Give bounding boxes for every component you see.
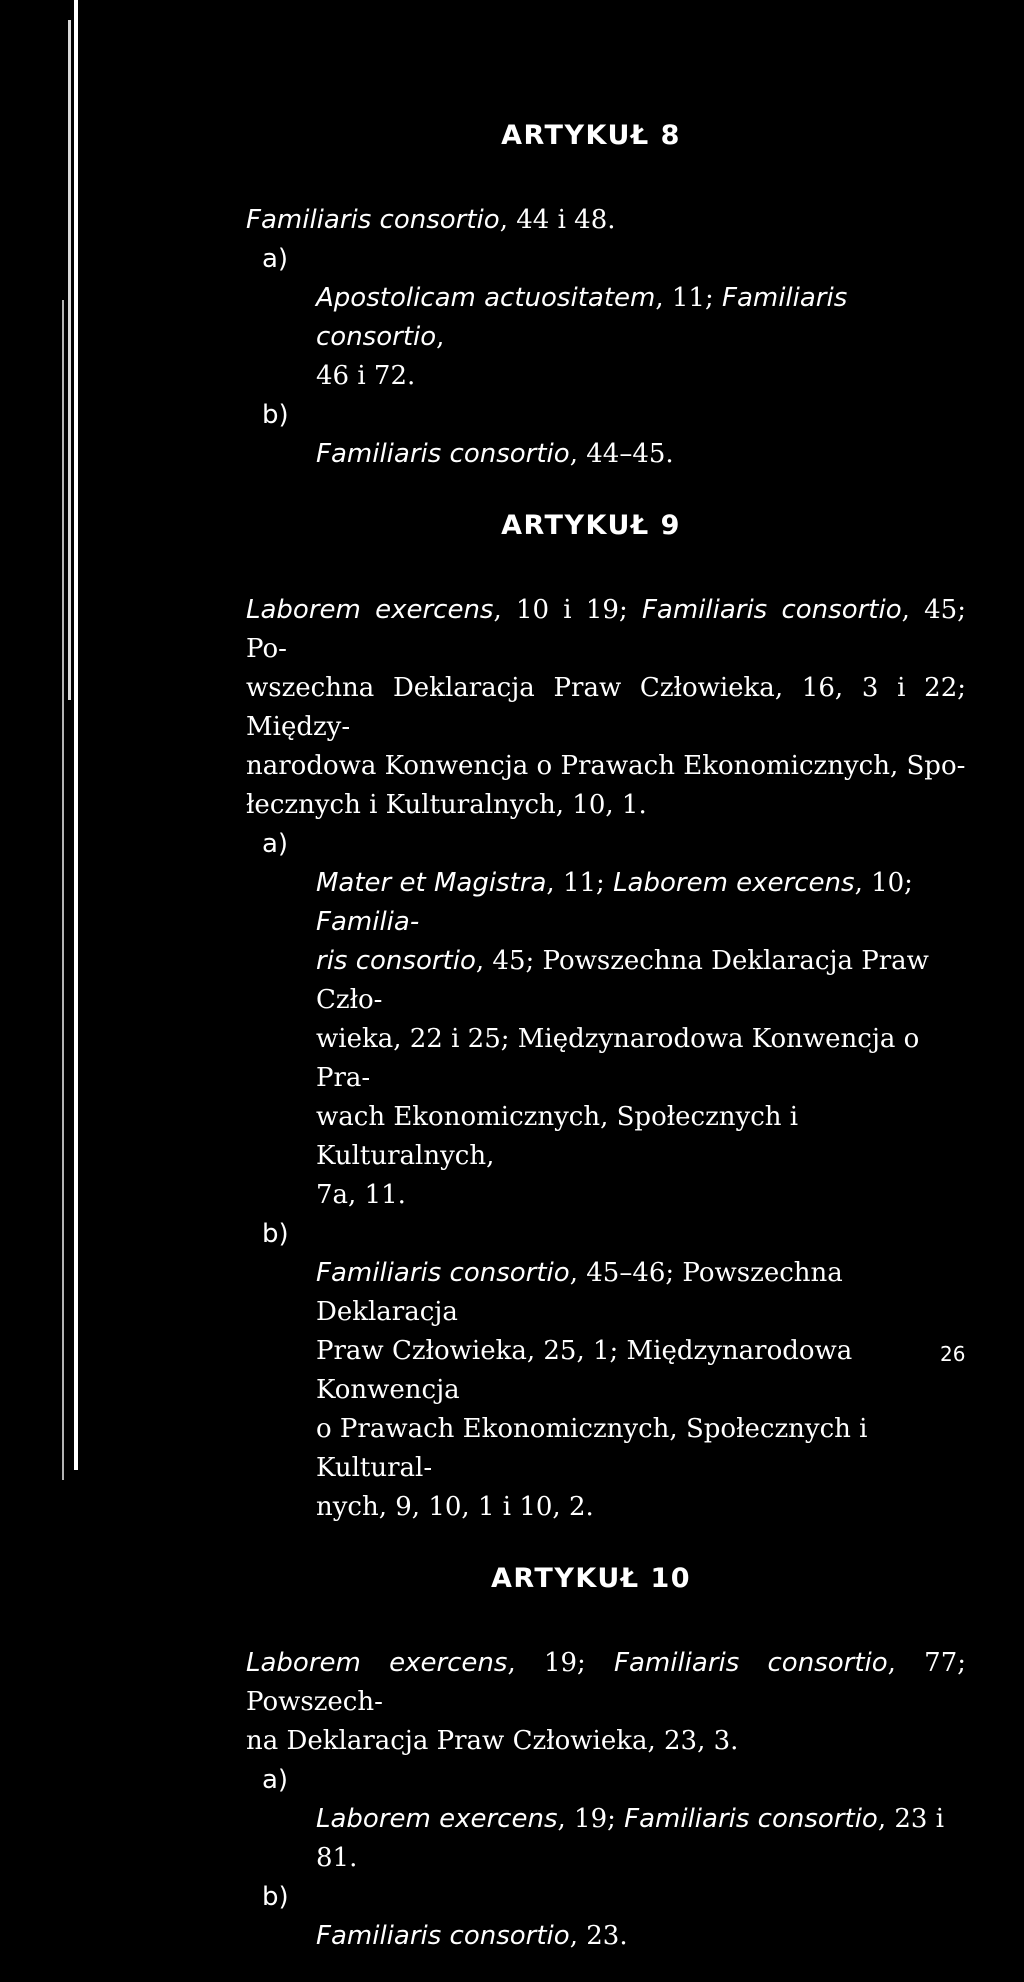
text-segment: Familiaris consortio bbox=[316, 439, 570, 469]
text-segment: Familiaris consortio bbox=[316, 1921, 570, 1951]
text-segment: , 45; Powszechna Deklaracja Praw Czło- wieka, 22 i 25; Międzynarodowa Konwencja o Pra- wach Ekonomicznych, Społecznych i Kulturalnych, 7a, 11. bbox=[316, 946, 929, 1210]
article-intro bbox=[246, 552, 966, 825]
list-item bbox=[246, 1215, 966, 1527]
text-segment: , 11; bbox=[655, 283, 722, 313]
text-segment: Familiaris consortio bbox=[641, 595, 902, 625]
text-segment: Mater et Magistra bbox=[316, 868, 547, 898]
article-10 bbox=[246, 1553, 966, 1956]
document-page bbox=[246, 110, 966, 1982]
item-marker: b) bbox=[262, 1882, 289, 1912]
text-segment: Laborem exercens bbox=[613, 868, 855, 898]
article-9 bbox=[246, 500, 966, 1527]
text-segment: , 23. bbox=[569, 1921, 628, 1951]
item-marker: a) bbox=[262, 1765, 289, 1795]
item-marker: a) bbox=[262, 244, 289, 274]
article-heading: ARTYKUŁ 9 bbox=[501, 510, 681, 541]
list-item bbox=[246, 396, 966, 474]
list-item bbox=[246, 1761, 966, 1878]
text-segment: , 19; bbox=[507, 1648, 615, 1678]
article-heading: ARTYKUŁ 10 bbox=[490, 1563, 692, 1594]
list-item bbox=[246, 240, 966, 396]
text-segment: Laborem exercens bbox=[246, 595, 494, 625]
article-intro bbox=[246, 1605, 966, 1761]
text-segment: Laborem exercens bbox=[246, 1648, 508, 1678]
text-segment: Familiaris consortio bbox=[316, 1258, 570, 1288]
text-segment: Laborem exercens bbox=[316, 1804, 558, 1834]
text-segment: , 11; bbox=[546, 868, 614, 898]
text-segment: , 10 i 19; bbox=[493, 595, 642, 625]
text-segment: , 77; Powszech- na Deklaracja Praw Człowieka, 23, 3. bbox=[246, 1648, 967, 1756]
text-segment: Familia- ris consortio bbox=[316, 907, 476, 976]
article-intro bbox=[246, 162, 966, 240]
article-heading: ARTYKUŁ 8 bbox=[501, 120, 681, 151]
scan-edge-line bbox=[74, 0, 78, 1470]
text-segment: , 10; bbox=[854, 868, 913, 898]
text-segment: , 44 i 48. bbox=[499, 205, 616, 235]
list-item bbox=[246, 825, 966, 1215]
item-marker: b) bbox=[262, 400, 289, 430]
text-segment: , 46 i 72. bbox=[316, 322, 445, 391]
article-8 bbox=[246, 110, 966, 474]
scan-edge-line bbox=[62, 300, 64, 1480]
text-segment: Familiaris consortio bbox=[246, 205, 500, 235]
page-number: 26 bbox=[940, 1342, 966, 1366]
text-segment: Apostolicam actuositatem bbox=[316, 283, 656, 313]
text-segment: , 23 i 81. bbox=[316, 1804, 945, 1873]
item-marker: a) bbox=[262, 829, 289, 859]
text-segment: Familiaris consortio bbox=[624, 1804, 878, 1834]
text-segment: , 19; bbox=[557, 1804, 625, 1834]
text-segment: , 45; Po- wszechna Deklaracja Praw Człowieka, 16, 3 i 22; Między- narodowa Konwencja o Prawach Ekonomicznych, Spo- łecznych i Kulturalnych, 10, 1. bbox=[246, 595, 966, 820]
item-marker: b) bbox=[262, 1219, 289, 1249]
text-segment: , 45–46; Powszechna Deklaracja Praw Człowieka, 25, 1; Międzynarodowa Konwencja o Prawach Ekonomicznych, Społecznych i Kultural- nych, 9, 10, 1 i 10, 2. bbox=[316, 1258, 868, 1522]
text-segment: , 44–45. bbox=[569, 439, 674, 469]
text-segment: Familiaris consortio bbox=[316, 283, 848, 352]
text-segment: Familiaris consortio bbox=[614, 1648, 888, 1678]
list-item bbox=[246, 1878, 966, 1956]
scan-edge-line bbox=[68, 20, 71, 700]
